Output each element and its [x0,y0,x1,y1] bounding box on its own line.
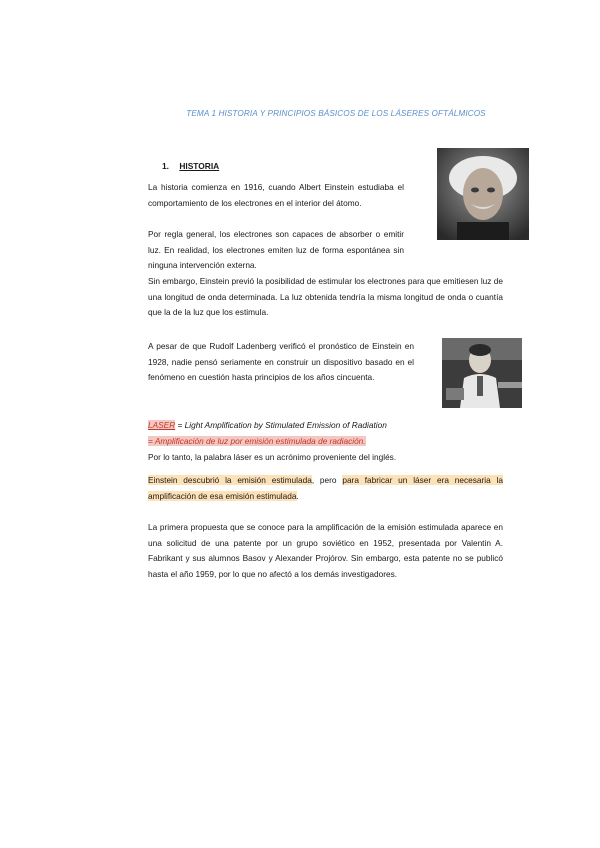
connector-text: , pero [311,475,343,485]
paragraph-laser-acronym [148,418,418,449]
paragraph-ladenberg: A pesar de que Rudolf Ladenberg verificó el pronóstico de Einstein en 1928, nadie pensó seriamente en construir un dispositivo basado en el fenómeno en cuestión hasta principios de los años cincuenta. [148,341,414,383]
section-heading [162,161,219,171]
ladenberg-photo [442,338,522,408]
paragraph-soviet-patent: La primera propuesta que se conoce para la amplificación de la emisión estimulada aparece en una solicitud de una patente por un grupo soviético en 1952, presentada por Valentin A. Fabrikant y sus alumnos Basov y Alexander Projórov. Sin embargo, esta patente no se publicó hasta el año 1959, por lo que no afectó a los demás investigadores. [148,522,503,579]
laser-term: LASER [148,420,176,430]
paragraph-einstein-prediction: Sin embargo, Einstein previó la posibilidad de estimular los electrones para que emitiesen luz de una longitud de onda determinada. La luz obtenida tendría la misma longitud de onda o cuantía que la de la luz que los estimula. [148,276,503,318]
paragraph-acronym-origin: Por lo tanto, la palabra láser es un acrónimo proveniente del inglés. [148,452,397,462]
section-title: HISTORIA [179,161,220,171]
laser-expansion-en: = Light Amplification by Stimulated Emission of Radiation [175,420,387,430]
paragraph-stimulated-emission [148,473,503,504]
section-number: 1. [162,161,169,171]
paragraph-electrons: Por regla general, los electrones son capaces de absorber o emitir luz. En realidad, los electrones emiten luz de forma espontánea sin ninguna intervención externa. [148,229,404,271]
laser-expansion-es: = Amplificación de luz por emisión estimulada de radiación. [148,435,366,446]
highlight-amplification: para fabricar un láser era necesaria la amplificación de esa emisión estimulada [148,475,503,501]
paragraph-intro: La historia comienza en 1916, cuando Albert Einstein estudiaba el comportamiento de los electrones en el interior del átomo. [148,182,404,208]
document-title: TEMA 1 HISTORIA Y PRINCIPIOS BÁSICOS DE LOS LÁSERES OFTÁLMICOS [186,109,486,118]
einstein-photo [437,148,529,240]
period-text: . [296,490,299,501]
highlight-einstein-discovery: Einstein descubrió la emisión estimulada [148,475,312,485]
